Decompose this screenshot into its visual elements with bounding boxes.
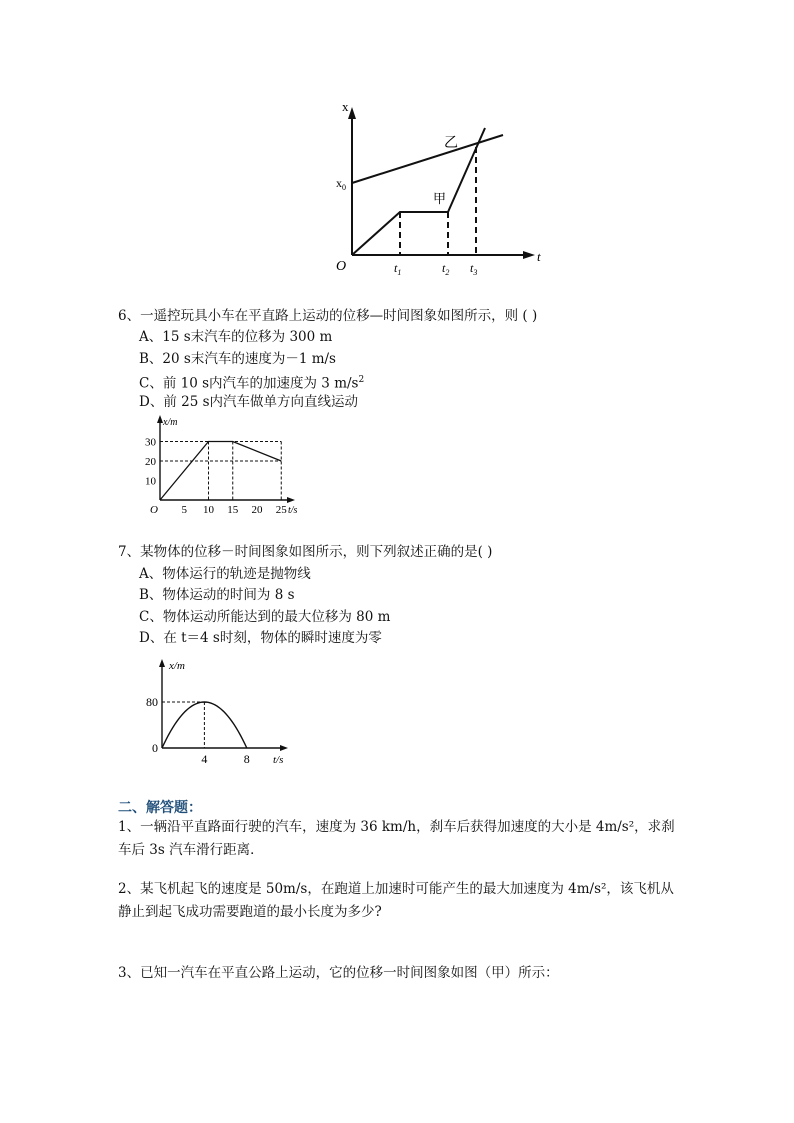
- figure-1-x-label: x: [342, 99, 349, 114]
- chart1-x-arrow: [287, 497, 295, 503]
- q7-option-b: B、物体运动的时间为 8 s: [139, 587, 295, 603]
- q7-stem: 7、某物体的位移－时间图象如图所示，则下列叙述正确的是( ): [118, 544, 493, 560]
- problem-3: 3、已知一汽车在平直公路上运动，它的位移一时间图象如图（甲）所示：: [118, 965, 559, 981]
- figure-1-t3-label: $t_3$: [470, 261, 478, 277]
- figure-1-line-yi: [352, 135, 503, 183]
- chart1-y-tick: 20: [145, 456, 156, 468]
- chart1-y-tick: 10: [145, 475, 156, 488]
- problem-1: 1、一辆沿平直路面行驶的汽车，速度为 36 km/h，刹车后获得加速度的大小是 4m/s²，求刹车后 3s 汽车滑行距离．: [118, 819, 675, 858]
- chart2-x-arrow: [280, 745, 288, 751]
- q6-option-d: D、前 25 s内汽车做单方向直线运动: [139, 394, 359, 410]
- chart2-y-label: x/m: [169, 660, 185, 672]
- q6-stem: 6、一遥控玩具小车在平直路上运动的位移—时间图象如图所示，则 ( ): [118, 308, 538, 324]
- figure-1-y-arrow: [348, 107, 356, 119]
- q6-xt-chart: [140, 412, 315, 517]
- figure-1-xt-diagram: [330, 95, 560, 280]
- chart1-series-line: [160, 442, 281, 501]
- chart1-x-tick: 15: [227, 504, 239, 516]
- q7-option-d: D、在 t＝4 s时刻，物体的瞬时速度为零: [139, 630, 382, 646]
- chart1-origin-label: O: [150, 504, 158, 516]
- chart2-x-label: t/s: [273, 754, 284, 766]
- figure-1-jia-label: 甲: [433, 191, 447, 206]
- chart1-x-label: t/s: [288, 505, 298, 516]
- chart2-y-tick: 0: [152, 741, 158, 755]
- chart1-x-tick: 25: [275, 504, 287, 516]
- chart1-x-tick: 10: [203, 504, 214, 516]
- q7-xt-chart: [140, 655, 300, 770]
- figure-1-x0-label: $x_0$: [336, 176, 346, 192]
- figure-1-t-label: t: [537, 249, 541, 264]
- figure-1-x-arrow: [523, 251, 535, 259]
- q6-option-c-sup: 2: [358, 375, 365, 385]
- problem-2: 2、某飞机起飞的速度是 50m/s，在跑道上加速时可能产生的最大加速度为 4m/s²，该飞机从静止到起飞成功需要跑道的最小长度为多少?: [118, 881, 674, 920]
- figure-1-t2-label: $t_2$: [442, 261, 450, 277]
- q6-option-a: A、15 s末汽车的位移为 300 m: [139, 329, 333, 345]
- chart2-y-arrow: [159, 659, 165, 667]
- q6-option-b: B、20 s末汽车的速度为－1 m/s: [139, 351, 336, 367]
- q7-option-a: A、物体运行的轨迹是抛物线: [139, 566, 311, 582]
- q6-option-c-text: C、前 10 s内汽车的加速度为 3 m/s: [139, 375, 359, 392]
- chart1-x-tick: 20: [251, 504, 263, 516]
- chart2-x-tick: 4: [201, 752, 208, 766]
- chart2-y-tick: 80: [146, 695, 158, 709]
- chart1-y-label: x/m: [163, 417, 178, 428]
- q6-option-c: [139, 371, 364, 393]
- chart1-x-tick: 5: [181, 504, 187, 516]
- section-2-title: 二、解答题：: [118, 800, 202, 816]
- chart2-x-tick: 8: [243, 752, 250, 766]
- q7-option-c: C、物体运动所能达到的最大位移为 80 m: [139, 609, 391, 625]
- figure-1-t1-label: $t_1$: [394, 261, 402, 277]
- chart1-y-tick: 30: [145, 436, 156, 449]
- figure-1-yi-label: 乙: [444, 136, 458, 151]
- figure-1-origin-label: O: [336, 259, 347, 274]
